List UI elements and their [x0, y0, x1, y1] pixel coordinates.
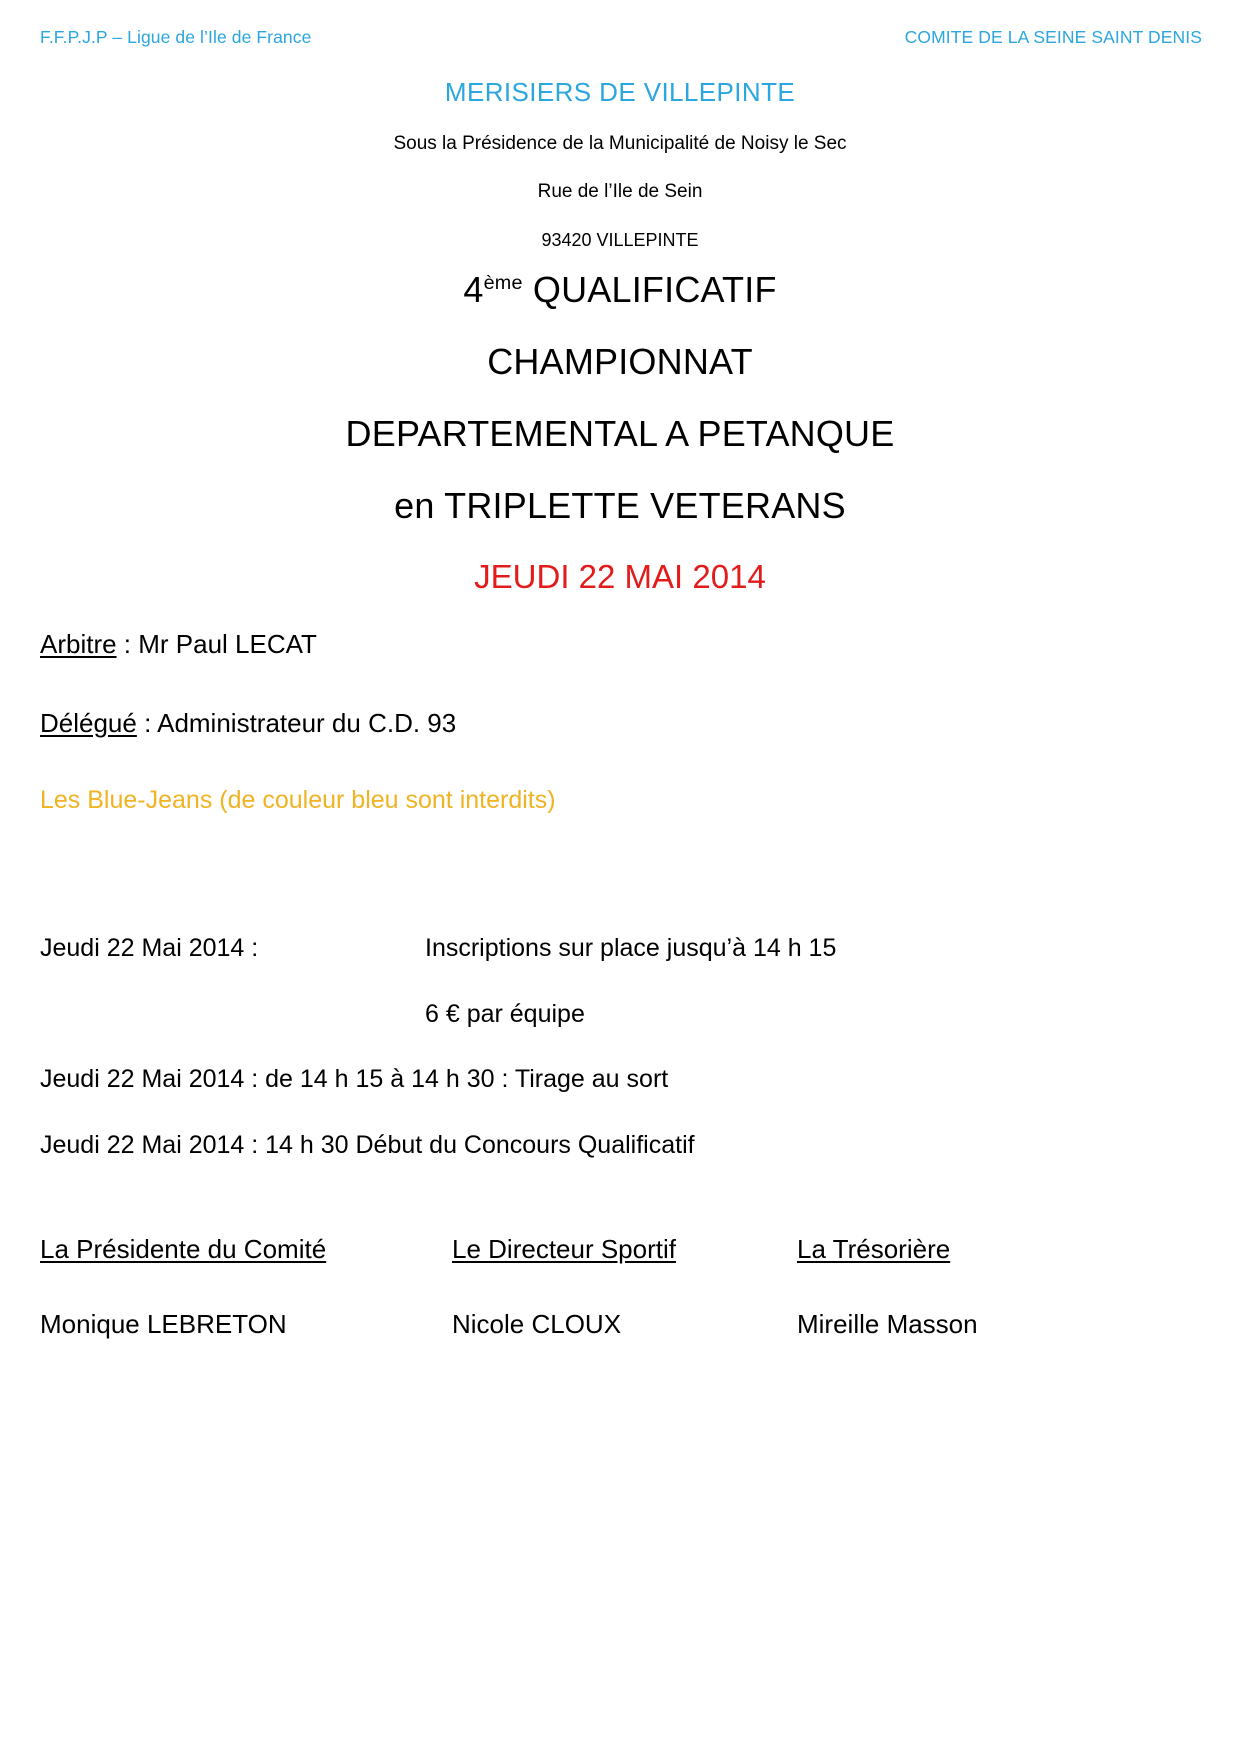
qualificatif-word: QUALIFICATIF [522, 269, 777, 310]
schedule-date-inscriptions: Jeudi 22 Mai 2014 : [40, 934, 259, 962]
referee-value: : Mr Paul LECAT [116, 629, 317, 659]
qualificatif-number: 4 [463, 269, 484, 310]
signature-column-directeur [452, 1235, 797, 1338]
intro-block [0, 78, 1240, 273]
referee-line [40, 630, 1140, 659]
signature-title-directeur: Le Directeur Sportif [452, 1234, 676, 1264]
title-line-qualificatif [0, 269, 1240, 310]
signature-column-tresoriere [797, 1235, 1127, 1338]
street-line: Rue de l’Ile de Sein [537, 181, 703, 203]
organizer-name: MERISIERS DE VILLEPINTE [444, 77, 796, 107]
presidency-line: Sous la Présidence de la Municipalité de Noisy le Sec [393, 132, 847, 154]
federation-label: F.F.P.J.P – Ligue de l’Ile de France [40, 27, 312, 47]
delegate-label: Délégué [40, 707, 137, 738]
delegate-value: : Administrateur du C.D. 93 [136, 707, 457, 738]
signature-name-directeur: Nicole CLOUX [452, 1308, 622, 1339]
signature-block [40, 1235, 1200, 1338]
city-line: 93420 VILLEPINTE [541, 230, 699, 251]
committee-label: COMITE DE LA SEINE SAINT DENIS [904, 27, 1202, 47]
schedule-block [40, 935, 1190, 1197]
schedule-row-inscriptions [40, 935, 1190, 963]
event-title-block [0, 269, 1240, 595]
signature-name-presidente: Monique LEBRETON [40, 1308, 287, 1339]
delegate-line [40, 709, 1140, 738]
page-header [40, 27, 1202, 48]
title-line-departemental: DEPARTEMENTAL A PETANQUE [345, 413, 895, 454]
signature-title-presidente: La Présidente du Comité [40, 1234, 327, 1264]
schedule-tirage: Jeudi 22 Mai 2014 : de 14 h 15 à 14 h 30 : Tirage au sort [40, 1065, 669, 1093]
signature-title-tresoriere: La Trésorière [797, 1234, 951, 1264]
signature-name-tresoriere: Mireille Masson [797, 1308, 978, 1339]
title-line-championnat: CHAMPIONNAT [487, 341, 753, 382]
dress-code-warning: Les Blue-Jeans (de couleur bleu sont interdits) [40, 786, 556, 815]
referee-label: Arbitre [40, 629, 117, 659]
event-date: JEUDI 22 MAI 2014 [474, 558, 766, 595]
schedule-debut: Jeudi 22 Mai 2014 : 14 h 30 Début du Concours Qualificatif [40, 1130, 695, 1159]
schedule-fee: 6 € par équipe [425, 999, 585, 1028]
schedule-text-inscriptions: Inscriptions sur place jusqu’à 14 h 15 [425, 934, 837, 962]
officials-block [40, 630, 1140, 815]
qualificatif-ordinal-suffix: ème [483, 272, 523, 294]
title-line-triplette: en TRIPLETTE VETERANS [394, 485, 846, 526]
signature-column-presidente [40, 1235, 452, 1338]
